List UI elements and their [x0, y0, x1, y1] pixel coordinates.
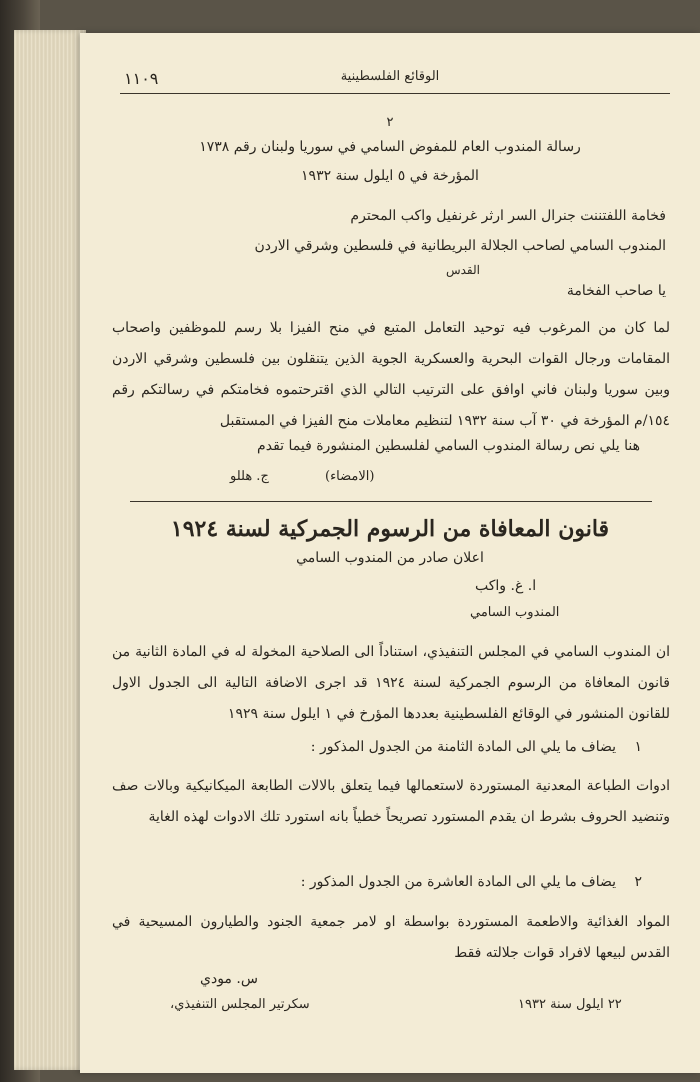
- item2-text: المواد الغذائية والاطعمة المستوردة بواسطة او لامر جمعية الجنود والطيارون المسيحية في القدس لبيعها لافراد قوات جلالته فقط: [112, 914, 670, 961]
- addressee-place: القدس: [445, 263, 480, 277]
- running-title: الوقائع الفلسطينية: [340, 69, 440, 84]
- following-text: هنا يلي نص رسالة المندوب السامي لفلسطين المنشورة فيما تقدم: [257, 438, 640, 454]
- letter-body: لما كان من المرغوب فيه توحيد التعامل المتبع في منح الفيزا بلا رسم للموظفين واصحاب المقامات ورجال القوات البحرية والعسكرية الجوية الذين يتنقلون بين فلسطين وشرقي الاردن وبين سوريا ولبنان فاني اوافق على الترتيب التالي الذي اقترحتموه فخامتكم في رسالتكم رقم ١٥٤/م المؤرخة في ٣٠ آب سنة ١٩٣٢ لتنظيم معاملات منح الفيزا في المستقبل: [112, 320, 670, 429]
- item2-number: ٢: [634, 874, 642, 890]
- law-intro: ان المندوب السامي في المجلس التنفيذي، استناداً الى الصلاحية المخولة له في المادة الثانية من قانون المعافاة من الرسوم الجمركية لسنة ١٩٢٤ قد اجرى الاضافة التالية الى الجدول الاول للقانون المنشور في الوقائع الفلسطينية بعددها المؤرخ في ١ ايلول سنة ١٩٢٩: [112, 644, 670, 722]
- letter-title-line1: رسالة المندوب العام للمفوض السامي في سوريا ولبنان رقم ١٧٣٨: [199, 139, 581, 155]
- law-subtitle: اعلان صادر من المندوب السامي: [296, 550, 484, 566]
- law-title: قانون المعافاة من الرسوم الجمركية لسنة ١٩٢٤: [170, 516, 610, 542]
- document-page: [80, 33, 700, 1073]
- header-rule: [120, 93, 670, 94]
- item2-heading: يضاف ما يلي الى المادة العاشرة من الجدول المذكور :: [300, 874, 616, 890]
- addressee-line2: المندوب السامي لصاحب الجلالة البريطانية في فلسطين وشرقي الاردن: [254, 238, 666, 254]
- signature-name: ج. هللو: [230, 469, 269, 484]
- footer-signer: س. مودي: [200, 971, 258, 987]
- item1-heading: يضاف ما يلي الى المادة الثامنة من الجدول المذكور :: [310, 739, 616, 755]
- page-edges: [14, 30, 86, 1070]
- letter-number: ٢: [386, 115, 394, 130]
- footer-date: ٢٢ ايلول سنة ١٩٣٢: [518, 997, 622, 1012]
- proclamation-signer: ا. غ. واكب: [475, 578, 537, 594]
- section-divider: [130, 501, 652, 502]
- salutation: يا صاحب الفخامة: [566, 283, 666, 299]
- letter-title-line2: المؤرخة في ٥ ايلول سنة ١٩٣٢: [301, 168, 479, 184]
- page-number: ١١٠٩: [124, 69, 159, 88]
- addressee-line1: فخامة اللفتننت جنرال السر ارثر غرنفيل واكب المحترم: [350, 208, 666, 224]
- signature-label: (الامضاء): [325, 469, 375, 484]
- proclamation-signer-title: المندوب السامي: [470, 605, 560, 620]
- item1-number: ١: [634, 739, 642, 755]
- item1-text: ادوات الطباعة المعدنية المستوردة لاستعمالها فيما يتعلق بالالات الطابعة الميكانيكية وبالات صف وتنضيد الحروف بشرط ان يقدم المستورد تصريحاً خطياً بانه استورد تلك الادوات لهذه الغاية: [112, 778, 670, 825]
- footer-signer-title: سكرتير المجلس التنفيذي،: [170, 997, 310, 1012]
